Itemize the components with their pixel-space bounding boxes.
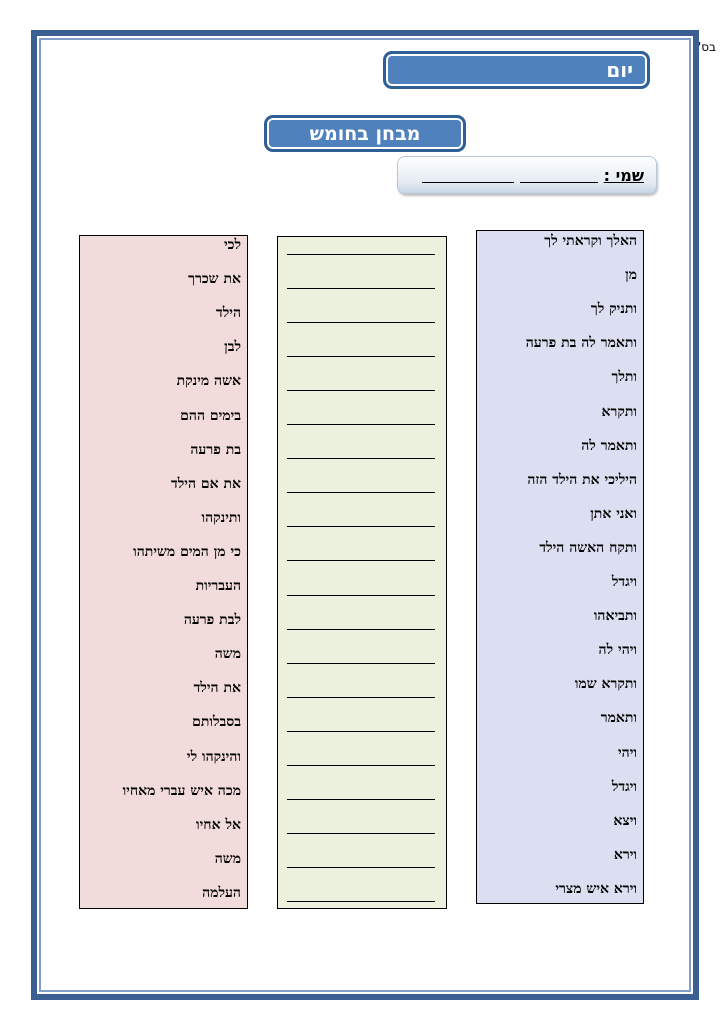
translation-phrase-3: הילד bbox=[215, 305, 241, 322]
name-blank-1[interactable] bbox=[520, 168, 598, 183]
answer-line-14[interactable] bbox=[287, 697, 435, 698]
hebrew-phrase-9: ואני אתן bbox=[590, 505, 637, 522]
answer-line-8[interactable] bbox=[287, 492, 435, 493]
answer-line-9[interactable] bbox=[287, 526, 435, 527]
answer-line-19[interactable] bbox=[287, 867, 435, 868]
name-field-box bbox=[397, 156, 657, 194]
answer-line-10[interactable] bbox=[287, 560, 435, 561]
hebrew-phrase-7: ותאמר לה bbox=[581, 437, 637, 454]
answer-line-17[interactable] bbox=[287, 799, 435, 800]
translation-phrase-1: לכי bbox=[223, 237, 241, 253]
hebrew-phrase-17: ויגדל bbox=[611, 778, 637, 795]
answer-line-12[interactable] bbox=[287, 629, 435, 630]
translation-phrase-16: והינקהו לי bbox=[186, 748, 241, 765]
translation-phrase-20: העלמה bbox=[202, 884, 241, 901]
answer-line-3[interactable] bbox=[287, 322, 435, 323]
hebrew-phrase-5: ותלך bbox=[611, 369, 637, 386]
hebrew-phrase-10: ותקח האשה הילד bbox=[539, 539, 637, 556]
translation-phrase-5: אשה מינקת bbox=[176, 373, 241, 390]
answer-line-15[interactable] bbox=[287, 731, 435, 732]
answer-line-13[interactable] bbox=[287, 663, 435, 664]
translation-phrase-17: מכה איש עברי מאחיו bbox=[122, 782, 241, 799]
answer-line-11[interactable] bbox=[287, 595, 435, 596]
translation-phrase-12: לבת פרעה bbox=[183, 612, 241, 629]
hebrew-phrase-4: ותאמר לה בת פרעה bbox=[525, 335, 637, 352]
answer-line-2[interactable] bbox=[287, 288, 435, 289]
hebrew-phrase-15: ותאמר bbox=[600, 710, 637, 727]
hebrew-phrase-16: ויהי bbox=[618, 744, 637, 761]
answer-line-4[interactable] bbox=[287, 356, 435, 357]
translation-column-left bbox=[79, 235, 248, 909]
translation-phrase-13: משה bbox=[214, 646, 241, 663]
name-label: שמי : bbox=[603, 165, 644, 185]
translation-phrase-9: ותינקהו bbox=[201, 509, 241, 526]
translation-phrase-19: משה bbox=[214, 850, 241, 867]
hebrew-phrase-1: האלך וקראתי לך bbox=[544, 233, 637, 249]
translation-phrase-2: את שכרך bbox=[188, 271, 241, 288]
answer-column bbox=[277, 236, 447, 909]
translation-phrase-11: העבריות bbox=[195, 578, 241, 594]
exam-title: מבחן בחומש bbox=[309, 122, 421, 145]
hebrew-phrase-3: ותניק לך bbox=[590, 301, 637, 318]
translation-phrase-15: בסבלותם bbox=[192, 714, 241, 731]
hebrew-phrase-8: היליכי את הילד הזה bbox=[527, 471, 637, 488]
hebrew-phrase-20: וירא איש מצרי bbox=[555, 880, 637, 897]
translation-phrase-7: בת פרעה bbox=[190, 441, 241, 458]
day-label: יום bbox=[606, 58, 633, 82]
hebrew-phrase-2: מן bbox=[625, 267, 637, 284]
day-label-box bbox=[383, 51, 650, 89]
hebrew-phrase-18: ויצא bbox=[613, 812, 637, 829]
translation-phrase-10: כי מן המים משיתהו bbox=[133, 543, 241, 560]
hebrew-phrase-11: ויגדל bbox=[611, 574, 637, 590]
hebrew-phrase-19: וירא bbox=[613, 846, 637, 863]
hebrew-phrase-12: ותביאהו bbox=[593, 608, 637, 625]
translation-phrase-6: בימים ההם bbox=[180, 407, 241, 424]
bsd-header: בס"ד bbox=[689, 40, 716, 54]
answer-line-18[interactable] bbox=[287, 833, 435, 834]
answer-line-6[interactable] bbox=[287, 424, 435, 425]
answer-line-20[interactable] bbox=[287, 901, 435, 902]
answer-line-1[interactable] bbox=[287, 254, 435, 255]
translation-phrase-14: את הילד bbox=[193, 680, 241, 697]
answer-line-7[interactable] bbox=[287, 458, 435, 459]
translation-phrase-4: לבן bbox=[224, 339, 241, 356]
name-blank-2[interactable] bbox=[422, 168, 514, 183]
answer-line-16[interactable] bbox=[287, 765, 435, 766]
exam-title-box bbox=[264, 115, 466, 152]
translation-phrase-8: את אם הילד bbox=[170, 475, 241, 492]
translation-phrase-18: אל אחיו bbox=[196, 816, 241, 833]
hebrew-phrase-13: ויהי לה bbox=[598, 642, 637, 659]
hebrew-phrase-6: ותקרא bbox=[601, 403, 637, 420]
phrase-column-right bbox=[476, 230, 644, 904]
answer-line-5[interactable] bbox=[287, 390, 435, 391]
hebrew-phrase-14: ותקרא שמו bbox=[574, 676, 637, 693]
